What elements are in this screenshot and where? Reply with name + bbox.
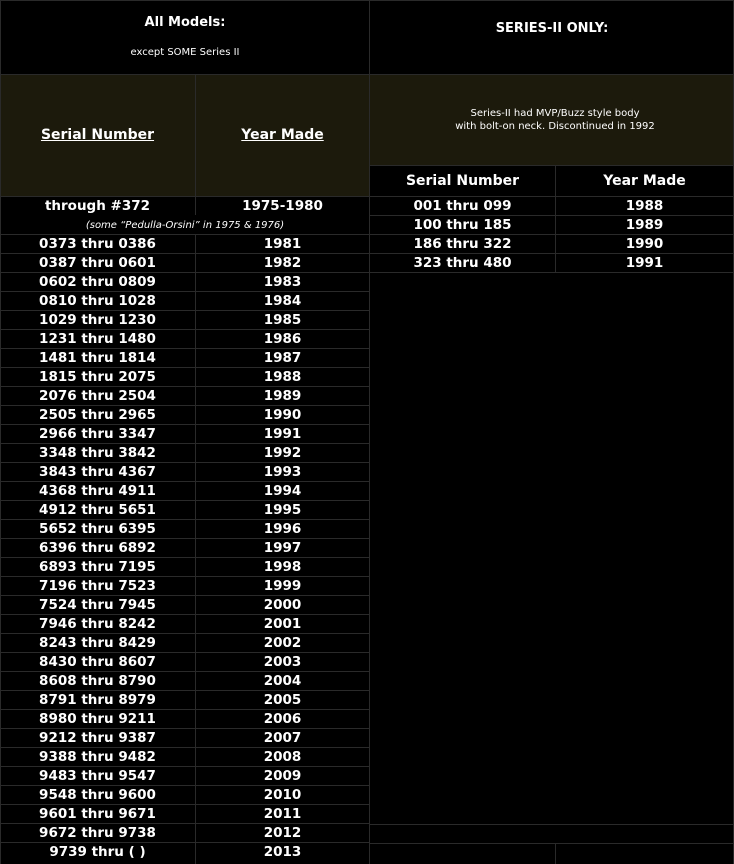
year-cell: 1975-1980 [242,198,323,214]
serial-cell: 2966 thru 3347 [39,426,156,442]
table-row [0,273,370,292]
serial-cell: 6396 thru 6892 [39,540,156,556]
year-cell: 1988 [625,198,664,214]
year-cell: 1983 [263,274,302,290]
left-year-made-header: Year Made [241,127,324,143]
serial-cell: through #372 [44,198,151,214]
year-cell: 2000 [263,597,302,613]
table-row [0,577,370,596]
table-row [0,406,370,425]
serial-cell: 8243 thru 8429 [39,635,156,651]
serial-cell: 7946 thru 8242 [39,616,156,632]
table-row [0,463,370,482]
table-row [0,197,370,216]
table-row [370,197,734,216]
year-cell: 1984 [263,293,302,309]
right-year-made-header: Year Made [603,173,686,189]
table-row [0,501,370,520]
serial-cell: 9548 thru 9600 [39,787,156,803]
year-cell: 1993 [263,464,302,480]
serial-cell: 323 thru 480 [413,255,512,271]
serial-cell: 0387 thru 0601 [39,255,156,271]
table-row [0,368,370,387]
table-row [0,786,370,805]
table-row [370,254,734,273]
year-cell: 1999 [263,578,302,594]
year-cell: 2007 [263,730,302,746]
year-cell: 2003 [263,654,302,670]
year-cell: 2006 [263,711,302,727]
table-row [0,311,370,330]
serial-cell: 1029 thru 1230 [39,312,156,328]
year-cell: 1988 [263,369,302,385]
serial-cell: 2076 thru 2504 [39,388,156,404]
year-cell: 2013 [263,844,302,860]
serial-cell: 8430 thru 8607 [39,654,156,670]
year-cell: 1990 [625,236,664,252]
year-cell: 2001 [263,616,302,632]
year-cell: 1995 [263,502,302,518]
year-cell: 1998 [263,559,302,575]
series-ii-note-line1: Series-II had MVP/Buzz style body [470,108,640,119]
serial-cell: 9388 thru 9482 [39,749,156,765]
table-row [370,235,734,254]
year-cell: 1986 [263,331,302,347]
year-cell: 2005 [263,692,302,708]
table-row [0,292,370,311]
pedulla-orsini-note: (some “Pedulla-Orsini” in 1975 & 1976) [85,220,285,231]
table-row [0,710,370,729]
serial-cell: 186 thru 322 [413,236,512,252]
serial-cell: 5652 thru 6395 [39,521,156,537]
year-cell: 2002 [263,635,302,651]
table-row [0,843,370,862]
year-cell: 1989 [625,217,664,233]
left-serial-number-header: Serial Number [40,127,155,143]
table-row [0,235,370,254]
serial-cell: 9739 thru ( ) [49,844,146,860]
series-ii-title: SERIES-II ONLY: [495,21,609,36]
year-cell: 1991 [263,426,302,442]
serial-cell: 7196 thru 7523 [39,578,156,594]
serial-cell: 0810 thru 1028 [39,293,156,309]
right-header-band [370,75,734,165]
year-cell: 1981 [263,236,302,252]
serial-cell: 7524 thru 7945 [39,597,156,613]
year-cell: 1996 [263,521,302,537]
serial-cell: 6893 thru 7195 [39,559,156,575]
year-cell: 1994 [263,483,302,499]
serial-cell: 3843 thru 4367 [39,464,156,480]
year-cell: 2008 [263,749,302,765]
serial-cell: 8980 thru 9211 [39,711,156,727]
year-cell: 2009 [263,768,302,784]
right-serial-number-header: Serial Number [405,173,520,189]
year-cell: 2011 [263,806,302,822]
serial-cell: 4368 thru 4911 [39,483,156,499]
series-ii-note-line2: with bolt-on neck. Discontinued in 1992 [455,121,655,132]
serial-cell: 0602 thru 0809 [39,274,156,290]
table-row [0,349,370,368]
serial-cell: 9483 thru 9547 [39,768,156,784]
year-cell: 1991 [625,255,664,271]
table-row [0,254,370,273]
table-row [0,482,370,501]
table-row [0,805,370,824]
serial-cell: 8791 thru 8979 [39,692,156,708]
year-cell: 1982 [263,255,302,271]
year-cell: 1997 [263,540,302,556]
year-cell: 1992 [263,445,302,461]
serial-cell: 8608 thru 8790 [39,673,156,689]
table-row [0,520,370,539]
serial-cell: 3348 thru 3842 [39,445,156,461]
table-row [0,558,370,577]
serial-cell: 0373 thru 0386 [39,236,156,252]
year-cell: 1985 [263,312,302,328]
year-cell: 1990 [263,407,302,423]
table-row [0,653,370,672]
table-row [0,691,370,710]
serial-cell: 1815 thru 2075 [39,369,156,385]
year-cell: 1987 [263,350,302,366]
table-row [0,634,370,653]
serial-cell: 1231 thru 1480 [39,331,156,347]
table-row [370,216,734,235]
note-row [0,216,370,235]
all-models-title: All Models: [144,15,226,30]
serial-cell: 9601 thru 9671 [39,806,156,822]
year-cell: 2004 [263,673,302,689]
table-row [0,330,370,349]
table-row [0,729,370,748]
table-row [0,824,370,843]
table-row [0,615,370,634]
year-cell: 2010 [263,787,302,803]
table-row [0,767,370,786]
serial-cell: 2505 thru 2965 [39,407,156,423]
table-row [0,387,370,406]
serial-cell: 9672 thru 9738 [39,825,156,841]
table-row [0,425,370,444]
table-row [0,596,370,615]
table-row [0,672,370,691]
year-cell: 2012 [263,825,302,841]
serial-cell: 001 thru 099 [413,198,512,214]
table-row [0,539,370,558]
year-cell: 1989 [263,388,302,404]
serial-cell: 9212 thru 9387 [39,730,156,746]
serial-cell: 4912 thru 5651 [39,502,156,518]
serial-cell: 100 thru 185 [413,217,512,233]
table-row [0,748,370,767]
table-row [0,444,370,463]
all-models-subtitle: except SOME Series II [130,47,240,58]
serial-cell: 1481 thru 1814 [39,350,156,366]
